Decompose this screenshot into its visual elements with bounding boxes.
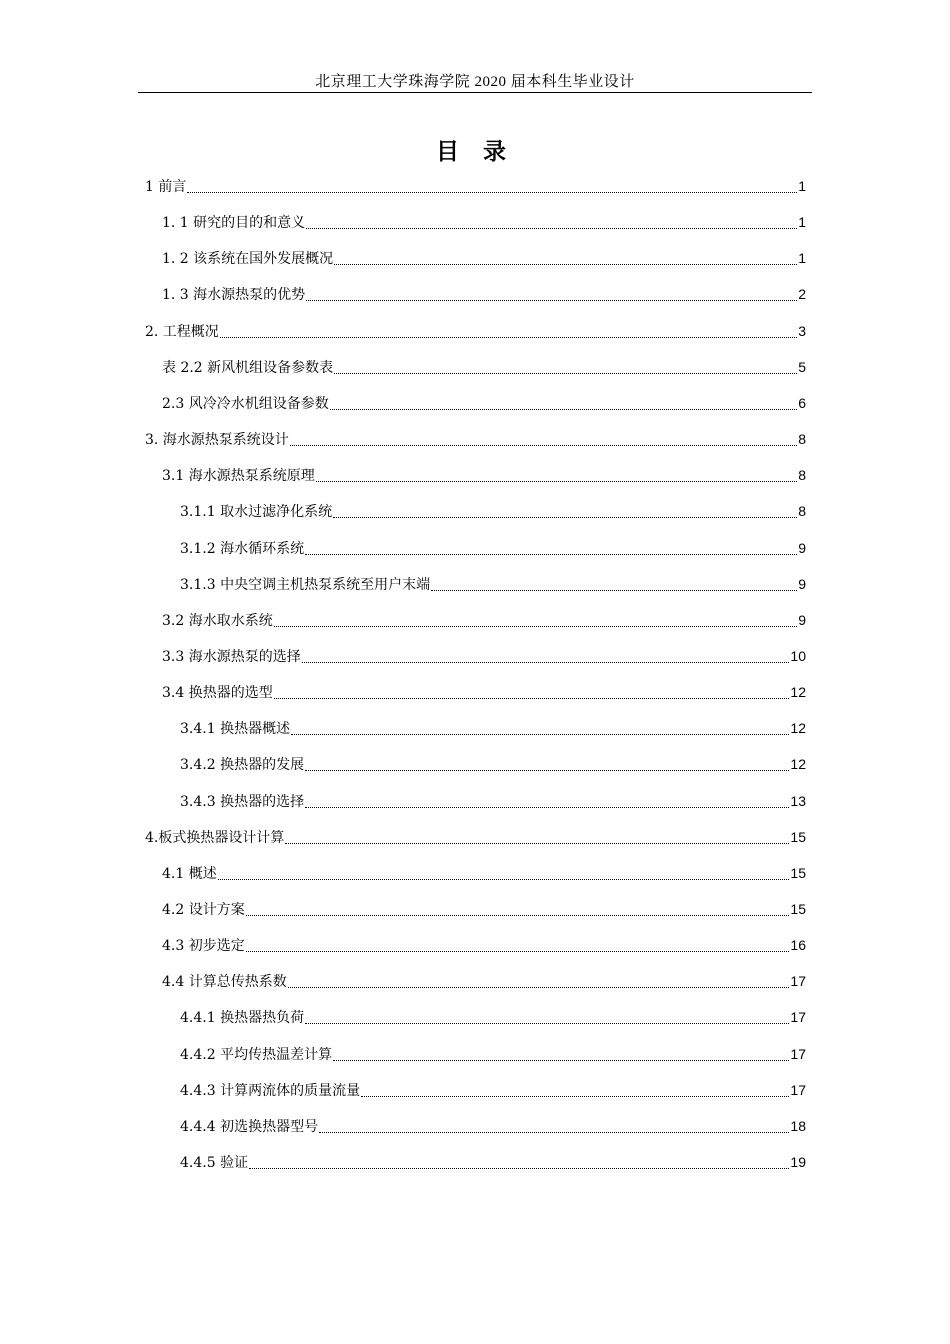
toc-entry-page-number: 12 — [790, 684, 806, 701]
toc-entry[interactable] — [180, 493, 806, 529]
toc-dot-leader — [305, 807, 789, 808]
toc-entry-label: 1. 2 该系统在国外发展概况 — [162, 251, 334, 268]
toc-entry-page-number: 17 — [790, 973, 806, 990]
toc-title: 目 录 — [435, 138, 514, 165]
toc-entry-page-number: 10 — [790, 647, 806, 664]
toc-dot-leader — [319, 1132, 789, 1133]
toc-dot-leader — [246, 915, 790, 916]
toc-entry-page-number: 15 — [790, 828, 806, 845]
toc-entry-label: 3.3 海水源热泵的选择 — [162, 648, 301, 665]
toc-dot-leader — [246, 951, 790, 952]
toc-entry-label: 3.4.1 换热器概述 — [180, 721, 291, 738]
toc-entry-label: 1 前言 — [145, 179, 187, 195]
toc-entry-page-number: 15 — [790, 901, 806, 917]
toc-dot-leader — [333, 517, 797, 518]
toc-dot-leader — [334, 264, 797, 265]
toc-entry[interactable] — [180, 1036, 806, 1072]
toc-entry-page-number: 9 — [798, 539, 806, 556]
toc-dot-leader — [361, 1096, 789, 1097]
toc-entry[interactable] — [180, 1108, 806, 1144]
toc-entry-label: 3.1.2 海水循环系统 — [180, 540, 305, 557]
toc-entry-page-number: 8 — [798, 467, 806, 484]
toc-entry-label: 1. 1 研究的目的和意义 — [162, 215, 306, 232]
toc-dot-leader — [305, 1023, 789, 1024]
toc-entry-label: 4.4.5 验证 — [180, 1155, 249, 1172]
toc-entry[interactable] — [162, 963, 806, 999]
toc-entry-page-number: 16 — [790, 937, 806, 954]
toc-entry-page-number: 1 — [798, 250, 806, 267]
toc-dot-leader — [285, 843, 789, 844]
toc-entry-page-number: 12 — [790, 756, 806, 773]
toc-entry-page-number: 8 — [798, 431, 806, 448]
toc-entry-label: 4.4.4 初选换热器型号 — [180, 1118, 319, 1135]
toc-entry[interactable] — [145, 168, 806, 204]
header-rule — [138, 92, 812, 93]
toc-entry[interactable] — [162, 349, 806, 385]
toc-entry[interactable] — [180, 783, 806, 819]
toc-dot-leader — [274, 698, 790, 699]
toc-entry-label: 3.2 海水取水系统 — [162, 612, 273, 629]
toc-dot-leader — [334, 373, 797, 374]
toc-entry-page-number: 6 — [798, 394, 806, 411]
toc-dot-leader — [249, 1168, 789, 1169]
toc-dot-leader — [302, 662, 790, 663]
toc-entry-label: 3.1.1 取水过滤净化系统 — [180, 504, 333, 521]
toc-entry-page-number: 17 — [790, 1045, 806, 1062]
toc-entry[interactable] — [180, 999, 806, 1035]
toc-entry[interactable] — [162, 927, 806, 963]
toc-entry-label: 3.1 海水源热泵系统原理 — [162, 468, 315, 485]
toc-entry[interactable] — [180, 530, 806, 566]
toc-entry[interactable] — [162, 602, 806, 638]
toc-entry[interactable] — [162, 385, 806, 421]
toc-entry[interactable] — [180, 746, 806, 782]
toc-entry-page-number: 19 — [790, 1154, 806, 1171]
toc-entry-label: 3.1.3 中央空调主机热泵系统至用户末端 — [180, 576, 431, 593]
toc-entry[interactable] — [162, 457, 806, 493]
toc-entry[interactable] — [145, 421, 806, 457]
toc-dot-leader — [316, 481, 797, 482]
toc-dot-leader — [220, 337, 797, 338]
toc-entry-label: 2.3 风冷冷水机组设备参数 — [162, 395, 329, 412]
toc-dot-leader — [431, 590, 797, 591]
toc-dot-leader — [305, 554, 797, 555]
toc-entry[interactable] — [162, 891, 806, 927]
toc-entry-page-number: 17 — [790, 1081, 806, 1098]
toc-entry-page-number: 5 — [798, 358, 806, 375]
toc-dot-leader — [333, 1060, 789, 1061]
toc-dot-leader — [306, 300, 797, 301]
toc-dot-leader — [274, 626, 797, 627]
toc-entry-page-number: 3 — [798, 322, 806, 339]
toc-dot-leader — [306, 228, 797, 229]
toc-entry-page-number: 8 — [798, 503, 806, 520]
toc-entry[interactable] — [162, 674, 806, 710]
toc-entry[interactable] — [162, 276, 806, 312]
toc-entry-label: 3. 海水源热泵系统设计 — [145, 432, 289, 449]
toc-dot-leader — [218, 879, 790, 880]
toc-entry-page-number: 13 — [790, 792, 806, 809]
toc-dot-leader — [305, 770, 789, 771]
toc-entry-label: 2. 工程概况 — [145, 323, 219, 340]
toc-entry-label: 4.4.3 计算两流体的质量流量 — [180, 1082, 361, 1099]
toc-entry-page-number: 1 — [798, 214, 806, 231]
toc-entry[interactable] — [180, 1144, 806, 1180]
toc-entry-page-number: 9 — [798, 611, 806, 628]
toc-entry[interactable] — [162, 240, 806, 276]
toc-dot-leader — [290, 445, 797, 446]
running-header: 北京理工大学珠海学院 2020 届本科生毕业设计 — [315, 74, 635, 90]
toc-entry-label: 4.4.1 换热器热负荷 — [180, 1010, 305, 1027]
toc-entry[interactable] — [162, 855, 806, 891]
toc-entry-label: 4.2 设计方案 — [162, 902, 245, 918]
toc-entry-label: 3.4.2 换热器的发展 — [180, 757, 305, 774]
toc-entry-label: 1. 3 海水源热泵的优势 — [162, 287, 306, 304]
toc-entry-label: 4.4 计算总传热系数 — [162, 974, 287, 991]
toc-entry[interactable] — [180, 710, 806, 746]
toc-entry-page-number: 12 — [790, 720, 806, 737]
toc-dot-leader — [330, 409, 797, 410]
toc-entry[interactable] — [145, 313, 806, 349]
toc-entry-label: 4.4.2 平均传热温差计算 — [180, 1046, 333, 1063]
toc-dot-leader — [291, 734, 789, 735]
toc-entry-page-number: 1 — [798, 178, 806, 194]
toc-entry[interactable] — [162, 204, 806, 240]
toc-entry[interactable] — [162, 638, 806, 674]
toc-entry-page-number: 9 — [798, 575, 806, 592]
toc-entry-label: 4.板式换热器设计计算 — [145, 829, 285, 846]
toc-entry-label: 4.3 初步选定 — [162, 938, 245, 955]
toc-entry-label: 4.1 概述 — [162, 865, 217, 882]
toc-dot-leader — [187, 192, 797, 193]
toc-entry[interactable] — [180, 566, 806, 602]
toc-dot-leader — [288, 987, 790, 988]
toc-entry[interactable] — [145, 819, 806, 855]
toc-entry[interactable] — [180, 1072, 806, 1108]
toc-entry-label: 3.4 换热器的选型 — [162, 685, 273, 702]
toc-entry-label: 3.4.3 换热器的选择 — [180, 793, 305, 810]
toc-entry-page-number: 18 — [790, 1117, 806, 1134]
toc-entry-label: 表 2.2 新风机组设备参数表 — [162, 359, 334, 376]
toc-entry-page-number: 2 — [798, 286, 806, 303]
toc-entry-page-number: 15 — [790, 864, 806, 881]
toc-entry-page-number: 17 — [790, 1009, 806, 1026]
